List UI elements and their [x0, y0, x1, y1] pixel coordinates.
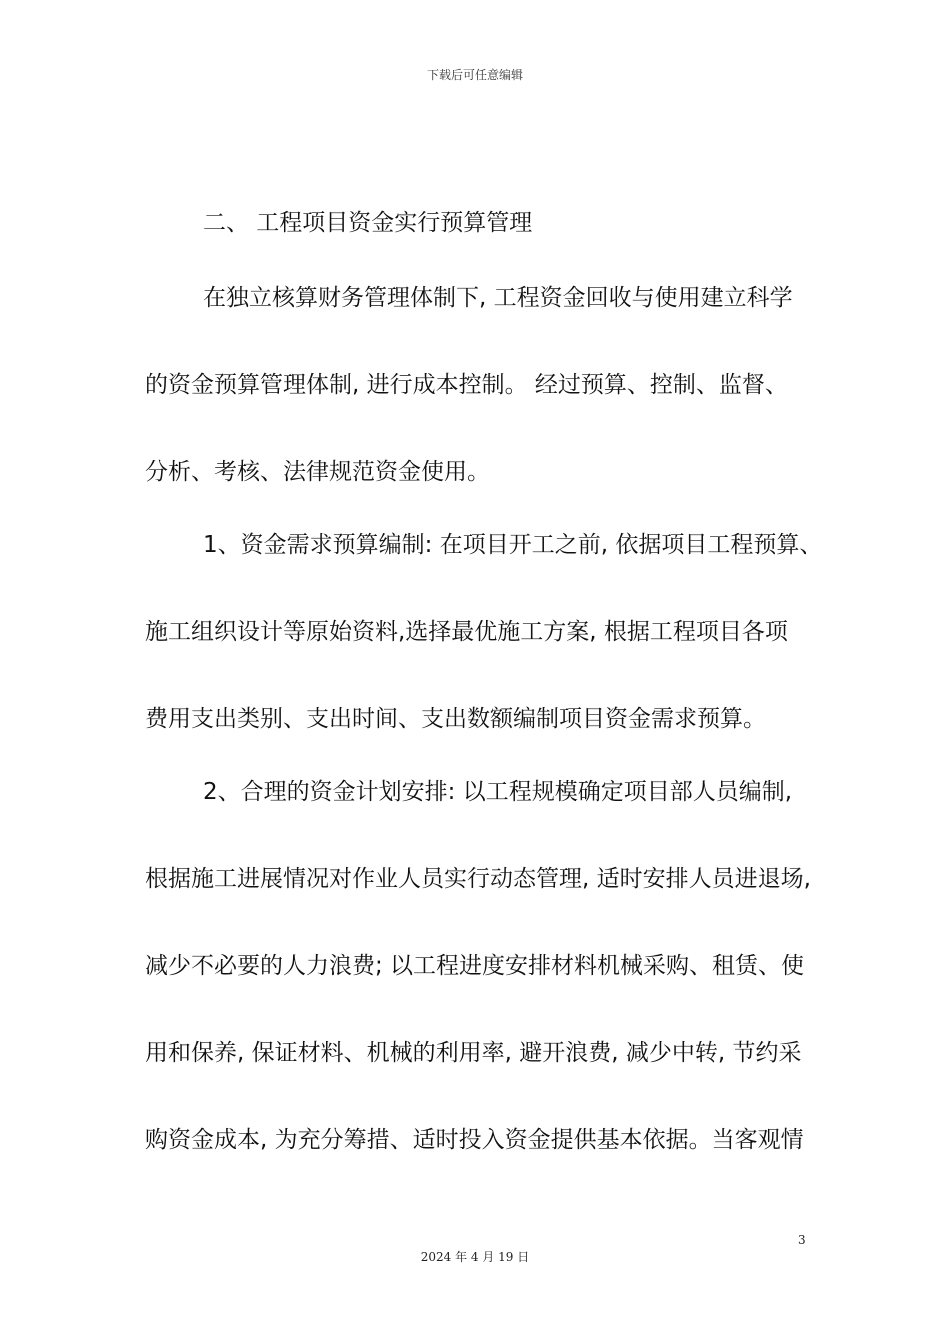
footer-date: 2024 年 4 月 19 日 [420, 1250, 530, 1264]
paragraph-line: 购资金成本, 为充分筹措、适时投入资金提供基本依据。当客观情 [145, 1127, 804, 1153]
paragraph-line: 在独立核算财务管理体制下, 工程资金回收与使用建立科学 [203, 285, 793, 311]
paragraph-line: 减少不必要的人力浪费; 以工程进度安排材料机械采购、租赁、使 [145, 953, 805, 979]
paragraph-line: 根据施工进展情况对作业人员实行动态管理, 适时安排人员进退场, [145, 866, 811, 892]
paragraph-line: 施工组织设计等原始资料,选择最优施工方案, 根据工程项目各项 [145, 619, 788, 645]
section-heading: 二、 工程项目资金实行预算管理 [203, 210, 533, 236]
header-note: 下载后可任意编辑 [426, 68, 523, 82]
paragraph-line: 费用支出类别、支出时间、支出数额编制项目资金需求预算。 [145, 706, 766, 732]
paragraph-line: 2、合理的资金计划安排: 以工程规模确定项目部人员编制, [203, 779, 793, 805]
paragraph-line: 1、资金需求预算编制: 在项目开工之前, 依据项目工程预算、 [203, 532, 823, 558]
paragraph-line: 分析、考核、法律规范资金使用。 [145, 459, 490, 485]
page-number: 3 [798, 1233, 806, 1247]
paragraph-line: 用和保养, 保证材料、机械的利用率, 避开浪费, 减少中转, 节约采 [145, 1040, 802, 1066]
paragraph-line: 的资金预算管理体制, 进行成本控制。 经过预算、控制、监督、 [145, 372, 788, 398]
